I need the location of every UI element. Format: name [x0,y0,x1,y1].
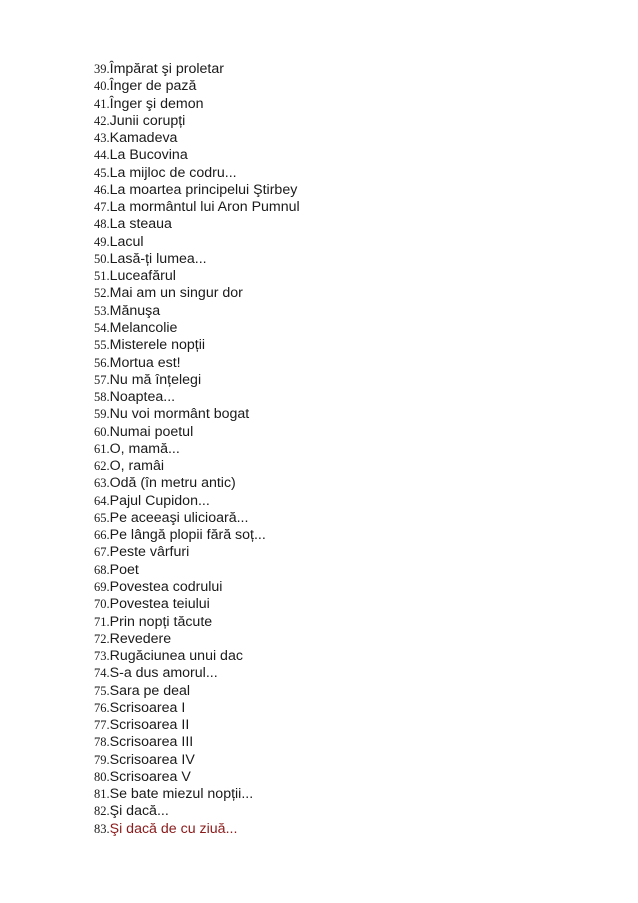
toc-entry-number: 59. [94,407,110,422]
toc-entry [94,371,300,388]
toc-entry-title: Odă (în metru antic) [109,475,236,492]
toc-entry-number: 41. [94,96,110,111]
toc-entry [94,336,300,353]
toc-entry-title: Şi dacă... [109,803,169,820]
toc-entry-title: Şi dacă de cu ziuă... [109,820,238,837]
toc-entry-number: 51. [94,269,110,284]
toc-entry-number: 50. [94,251,110,266]
toc-entry-title: Povestea teiului [109,596,210,613]
toc-entry-title: Scrisoarea IV [109,751,195,768]
toc-entry-title: Mănuşa [109,302,161,319]
toc-entry-number: 76. [94,700,110,715]
toc-entry [94,60,300,77]
toc-entry [94,682,300,699]
toc-entry-title: Se bate miezul nopții... [109,786,254,803]
toc-entry-number: 56. [94,355,110,370]
toc-entry [94,716,300,733]
toc-entry [94,267,300,284]
toc-entry-number: 54. [94,320,110,335]
toc-entry-number: 44. [94,148,110,163]
toc-entry-number: 80. [94,769,110,784]
toc-entry [94,423,300,440]
toc-entry-title: Pe lângă plopii fără soț... [109,527,266,544]
toc-entry-title: Împărat şi proletar [109,61,224,77]
toc-entry-number: 53. [94,303,110,318]
toc-entry-title: Scrisoarea I [109,699,186,716]
toc-entry-number: 70. [94,597,110,612]
toc-entry-number: 65. [94,510,110,525]
toc-entry [94,250,300,267]
toc-entry-number: 52. [94,286,110,301]
toc-entry-title: Pajul Cupidon... [109,492,210,509]
toc-entry-title: Scrisoarea V [109,768,191,785]
toc-entry [94,664,300,681]
toc-entry-title: Înger şi demon [109,95,204,112]
toc-entry-number: 72. [94,631,110,646]
toc-entry [94,630,300,647]
toc-entry [94,388,300,405]
toc-entry-number: 42. [94,113,110,128]
toc-entry [94,733,300,750]
toc-entry-title: La mijloc de codru... [109,164,237,181]
toc-entry-title: Rugăciunea unui dac [109,648,243,665]
toc-entry-title: Misterele nopții [109,337,206,354]
toc-entry-title: Peste vârfuri [109,544,190,561]
toc-entry [94,95,300,112]
toc-entry-title: La moartea principelui Ştirbey [109,181,298,198]
toc-entry [94,768,300,785]
toc-entry-number: 74. [94,666,110,681]
toc-entry-title: Nu mă înțelegi [109,371,202,388]
toc-entry [94,492,300,509]
toc-entry-number: 67. [94,545,110,560]
toc-entry-title: Junii corupți [109,112,186,129]
table-of-contents-list [94,60,300,837]
toc-entry-number: 75. [94,683,110,698]
toc-entry [94,354,300,371]
toc-entry-number: 77. [94,718,110,733]
toc-entry-number: 73. [94,649,110,664]
toc-entry-title: La steaua [109,216,172,233]
toc-entry-number: 81. [94,787,110,802]
toc-entry [94,526,300,543]
toc-entry-number: 83. [94,821,110,836]
toc-entry-title: Lasă-ți lumea... [109,250,207,267]
toc-entry [94,181,300,198]
toc-entry-title: Mortua est! [109,354,181,371]
toc-entry-number: 48. [94,217,110,232]
toc-entry-number: 47. [94,200,110,215]
toc-entry [94,440,300,457]
toc-entry [94,561,300,578]
toc-entry-title: Sara pe deal [109,682,191,699]
toc-entry-number: 68. [94,562,110,577]
toc-entry [94,578,300,595]
toc-entry [94,751,300,768]
toc-entry-title: Revedere [109,630,172,647]
toc-entry-title: Noaptea... [109,389,176,406]
toc-entry-number: 63. [94,476,110,491]
toc-entry-number: 61. [94,441,110,456]
toc-entry-title: Nu voi mormânt bogat [109,406,250,423]
toc-entry-title: Luceafărul [109,268,176,285]
toc-entry-number: 43. [94,131,110,146]
toc-entry-title: S-a dus amorul... [109,665,218,682]
toc-entry [94,543,300,560]
toc-entry-number: 79. [94,752,110,767]
toc-entry [94,164,300,181]
toc-entry-number: 60. [94,424,110,439]
toc-entry-title: Înger de pază [109,78,197,95]
toc-entry-title: O, mamă... [109,440,180,457]
toc-entry-number: 45. [94,165,110,180]
toc-entry [94,613,300,630]
toc-entry [94,112,300,129]
toc-entry-number: 55. [94,338,110,353]
toc-entry-title: Prin nopți tăcute [109,613,213,630]
toc-entry-number: 57. [94,372,110,387]
toc-entry-title: Scrisoarea III [109,734,194,751]
toc-entry [94,146,300,163]
toc-entry-number: 46. [94,182,110,197]
toc-entry-number: 62. [94,459,110,474]
toc-entry [94,405,300,422]
toc-entry-title: O, ramâi [109,458,165,475]
toc-entry-number: 40. [94,79,110,94]
toc-entry [94,509,300,526]
toc-entry [94,699,300,716]
toc-entry [94,802,300,819]
toc-entry-number: 66. [94,528,110,543]
toc-entry-title: Mai am un singur dor [109,285,243,302]
toc-entry-title: Scrisoarea II [109,717,190,734]
toc-entry-title: Melancolie [109,319,178,336]
toc-entry-title: La Bucovina [109,147,188,164]
toc-entry-number: 58. [94,390,110,405]
toc-entry-title: Poet [109,561,139,578]
toc-entry-number: 64. [94,493,110,508]
toc-entry-title: Lacul [109,233,144,250]
toc-entry [94,77,300,94]
toc-entry [94,595,300,612]
toc-entry-title: Numai poetul [109,423,194,440]
toc-entry [94,820,300,837]
toc-entry [94,198,300,215]
toc-entry-title: Pe aceeaşi ulicioară... [109,509,249,526]
toc-entry [94,302,300,319]
toc-entry [94,647,300,664]
toc-entry-number: 69. [94,579,110,594]
toc-entry [94,129,300,146]
toc-entry [94,785,300,802]
toc-entry [94,474,300,491]
toc-entry [94,284,300,301]
toc-entry-number: 78. [94,735,110,750]
toc-entry [94,457,300,474]
toc-entry-number: 39. [94,62,110,76]
toc-entry-title: Kamadeva [109,130,178,147]
toc-entry [94,319,300,336]
toc-entry-number: 49. [94,234,110,249]
toc-entry-title: Povestea codrului [109,578,223,595]
toc-entry-title: La mormântul lui Aron Pumnul [109,199,300,216]
toc-entry [94,215,300,232]
toc-entry [94,233,300,250]
toc-entry-number: 82. [94,804,110,819]
toc-entry-number: 71. [94,614,110,629]
